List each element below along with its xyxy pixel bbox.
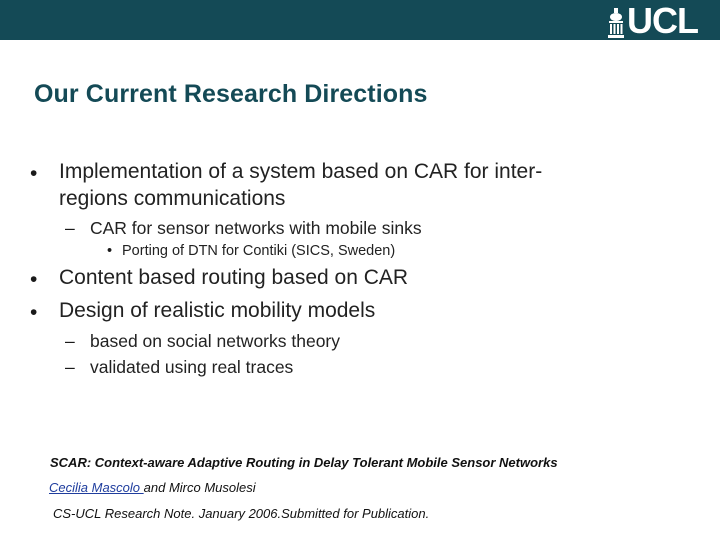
sub-bullet-dash: – [65, 218, 75, 238]
subsub-bullet-text: Porting of DTN for Contiki (SICS, Sweden) [122, 243, 396, 259]
reference-title: SCAR: Context-aware Adaptive Routing in Delay Tolerant Mobile Sensor Networks [50, 455, 558, 470]
bullet-dot: • [30, 301, 38, 324]
bullet-text: Implementation of a system based on CAR for inter- [59, 160, 543, 183]
header-bar [0, 0, 720, 40]
logo-text: UCL [627, 0, 698, 41]
bullet-text: Content based routing based on CAR [59, 266, 409, 289]
reference-authors [49, 480, 256, 495]
bullet-dot: • [30, 268, 38, 291]
sub-bullet-text: based on social networks theory [90, 331, 340, 351]
sub-bullet-text: CAR for sensor networks with mobile sinks [90, 218, 422, 238]
bullet-text: Design of realistic mobility models [59, 299, 376, 322]
sub-bullet-text: validated using real traces [90, 357, 294, 377]
bullet-dot: • [30, 162, 38, 185]
sub-bullet-dash: – [65, 331, 75, 351]
author-link[interactable]: Cecilia Mascolo [49, 480, 144, 495]
author-rest: and Mirco Musolesi [143, 480, 256, 495]
subsub-bullet-dot: • [107, 243, 113, 259]
reference-note: CS-UCL Research Note. January 2006.Submitted for Publication. [53, 506, 430, 521]
portico-icon [607, 8, 625, 38]
ucl-logo [607, 0, 698, 41]
bullet-text-continued: regions communications [59, 187, 286, 210]
sub-bullet-dash: – [65, 357, 75, 377]
slide-title: Our Current Research Directions [34, 80, 428, 108]
